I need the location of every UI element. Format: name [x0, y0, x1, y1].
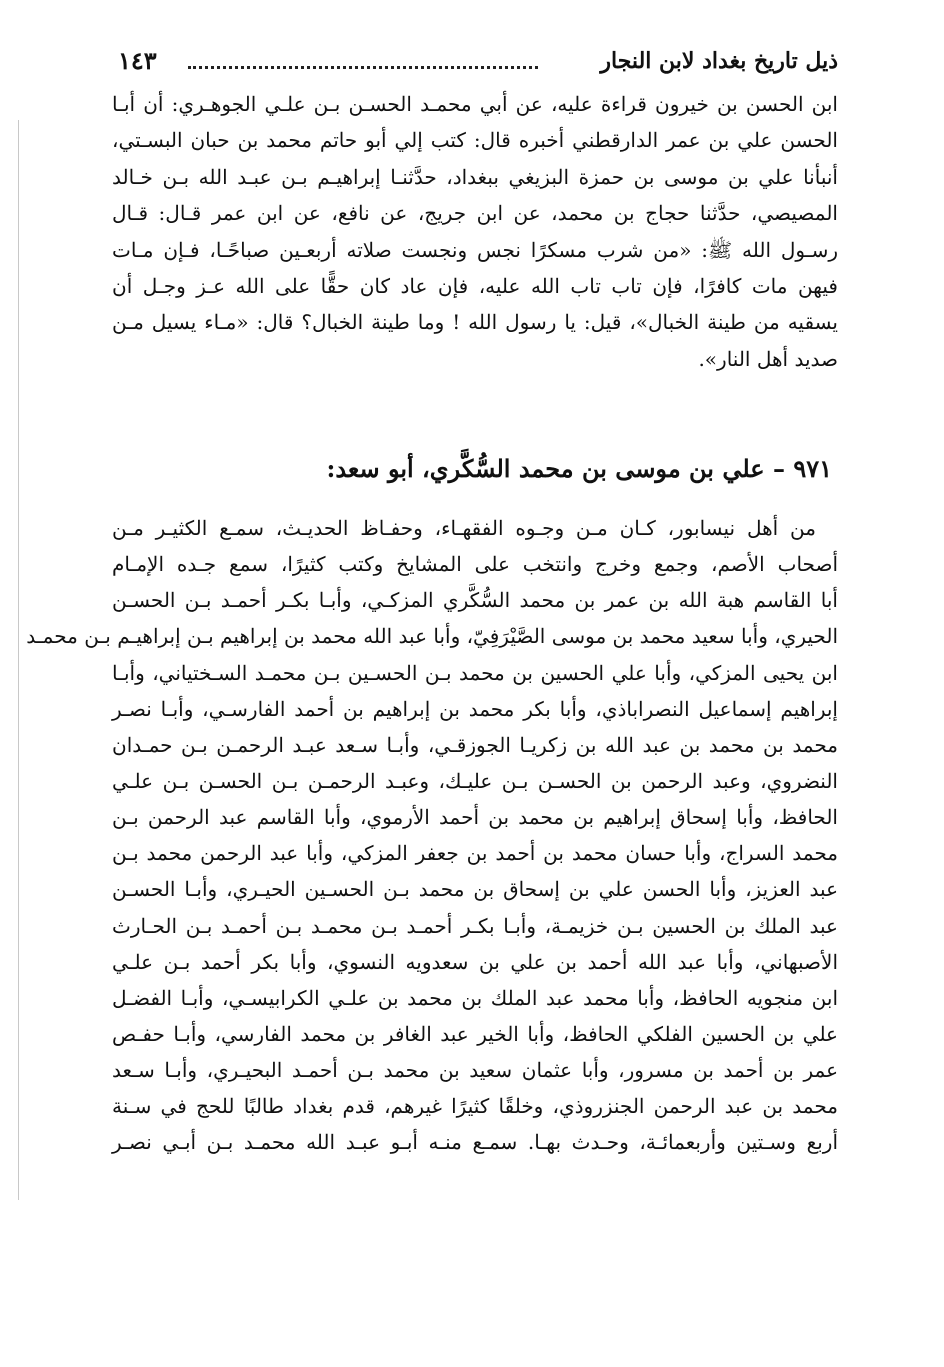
page-number: ١٤٣ [118, 46, 157, 75]
text-line: المصيصي، حدَّثنا حجاج بن محمد، عن ابن جريج، عن نافع، عن ابن عمر قـال: قـال [112, 201, 838, 226]
scan-gutter-line [18, 120, 19, 1200]
text-line: أبا القاسم هبة الله بن عمر بن محمد السُّكَّري المزكـي، وأبـا بكـر أحمـد بـن الحسـن [112, 588, 838, 613]
text-line: محمد السراج، وأبا حسان محمد بن أحمد بن جعفر المزكي، وأبا عبد الرحمن محمد بـن [112, 841, 838, 866]
book-title: ذيل تاريخ بغداد لابن النجار [600, 48, 838, 74]
text-line: الحافظ، وأبا إسحاق إبراهيم بن محمد بن أحمد الأرموي، وأبا القاسم عبد الرحمن بـن [112, 805, 838, 830]
text-line: علي بن الحسين الفلكي الحافظ، وأبا الخير عبد الغافر بن محمد الفارسي، وأبـا حفـص [112, 1021, 838, 1046]
text-line: ابن يحيى المزكي، وأبا علي الحسين بن محمد بـن الحسـين بـن محمـد السـختياني، وأبـا [112, 660, 838, 685]
entry-body [26, 510, 838, 1161]
text-line: عبد العزيز، وأبا الحسن علي بن إسحاق بن محمد بـن الحسـين الحيـري، وأبـا الحسـن [112, 877, 838, 902]
text-line: أنبأنا علي بن موسى بن حمزة البزيغي ببغداد، حدَّثنـا إبراهيـم بـن عبـد الله بـن خـالد [112, 164, 838, 189]
running-header [118, 40, 838, 82]
text-line: محمد بن محمد بن عبد الله بن زكريـا الجوزقـي، وأبـا سـعد عبـد الرحمـن بـن حمـدان [112, 732, 838, 757]
text-line: أصحاب الأصم، وجمع وخرج وانتخب على المشايخ وكتب كثيرًا، سمع جـده الإمـام [112, 552, 838, 577]
text-line: محمد بن عبد الرحمن الجنزروذي، وخلقًا كثيرًا غيرهم، قدم بغداد طالبًا للحج في سـنة [112, 1094, 838, 1119]
text-line: النضروي، وعبد الرحمن بن الحسـن بـن عليـك، وعبـد الرحمـن بـن الحسـن بـن علـي [112, 768, 838, 793]
text-line: ابن منجويه الحافظ، وأبا محمد عبد الملك بن محمد بن علـي الكرابيسـي، وأبـا الفضـل [112, 985, 838, 1010]
text-line: رسـول الله ﷺ: «من شرب مسكرًا نجس ونجست صلاته أربعـين صباحًـا، فـإن مـات [112, 237, 838, 262]
text-line: الحيري، وأبا سعيد محمد بن موسى الصَّيْرَفِيّ، وأبا عبد الله محمد بن إبراهيم بـن إبراهيـم بـن محمـد [26, 624, 838, 649]
text-line: إبراهيم إسماعيل النصراباذي، وأبا بكر محمد بن إبراهيم بن أحمد الفارسـي، وأبـا نصـر [112, 696, 838, 721]
text-line: صديد أهل النار». [698, 346, 838, 371]
text-line: أربع وسـتين وأربعمائـة، وحـدث بهـا. سمـع منـه أبـو عبـد الله محمـد بـن أبـي نصـر [112, 1130, 838, 1155]
text-line: ابن الحسن بن خيرون قراءة عليه، عن أبي محمـد الحسـن بـن علـي الجوهـري: أن أبـا [112, 92, 838, 116]
text-line: الحسن علي بن عمر الدارقطني أخبره قال: كتب إلي أبو حاتم محمد بن حبان البسـتي، [112, 128, 838, 153]
header-dot-leader [188, 46, 538, 69]
text-line: عمر بن أحمد بن مسرور، وأبا عثمان سعيد بن محمد بـن أحمـد البحيـري، وأبـا سـعد [112, 1058, 838, 1083]
entry-heading: ٩٧١ – علي بن موسى بن محمد السُّكَّري، أبو سعد: [326, 454, 832, 483]
text-line: فيهن مات كافرًا، فإن تاب تاب الله عليه، فإن عاد كان حقًّا على الله عـز وجـل أن [112, 273, 838, 298]
text-line: من أهل نيسابور، كـان مـن وجـوه الفقهـاء، وحفـاظ الحديـث، سمـع الكثيـر مـن [112, 516, 816, 540]
text-line: يسقيه من طينة الخبال»، قيل: يا رسول الله ! وما طينة الخبال؟ قال: «مـاء يسيل مـن [112, 310, 838, 335]
text-line: الأصبهاني، وأبا عبد الله أحمد بن علي بن سعدويه النسوي، وأبا بكر أحمد بـن علـي [112, 949, 838, 974]
text-line: عبد الملك بن الحسين بـن خزيمـة، وأبـا بكـر أحمـد بـن محمـد بـن أحمـد بـن الحـارث [112, 913, 838, 938]
continuation-text [112, 86, 838, 377]
